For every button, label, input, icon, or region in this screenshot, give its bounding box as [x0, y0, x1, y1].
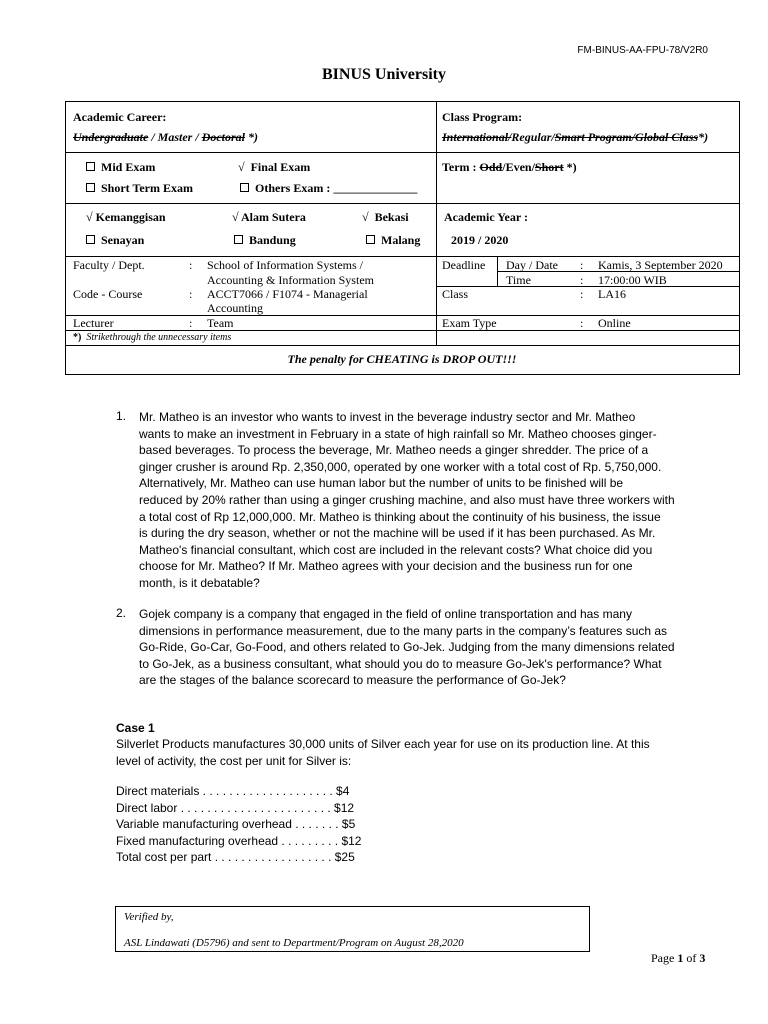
cost-item: Direct materials . . . . . . . . . . . . . . . . . . . . $4	[116, 784, 350, 798]
campus-alam-sutera: √ Alam Sutera	[232, 210, 306, 224]
checkmark-icon: √	[238, 160, 245, 174]
case-intro: Silverlet Products manufactures 30,000 units of Silver each year for use on its production line. At this level of activity, the cost per unit for Silver is:	[116, 737, 650, 768]
day-date-colon: :	[580, 258, 584, 272]
academic-career-options: Undergraduate / Master / Doctoral *)	[73, 130, 259, 144]
checkbox-empty-icon	[240, 183, 249, 192]
question-1-number: 1.	[116, 409, 127, 423]
others-exam-option: Others Exam : ______________	[240, 181, 417, 195]
cost-list	[116, 783, 361, 866]
cost-item: Direct labor . . . . . . . . . . . . . . . . . . . . . . . $12	[116, 800, 355, 815]
penalty-notice: The penalty for CHEATING is DROP OUT!!!	[287, 352, 517, 366]
class-program-label: Class Program:	[442, 110, 523, 124]
lecturer-value: Team	[207, 316, 234, 330]
academic-year-value: 2019 / 2020	[451, 233, 509, 247]
verified-label: Verified by,	[124, 911, 174, 923]
time-label: Time	[506, 273, 531, 287]
form-code: FM-BINUS-AA-FPU-78/V2R0	[577, 45, 708, 56]
faculty-value-line-2: Accounting & Information System	[207, 273, 374, 287]
checkmark-icon: √	[362, 210, 369, 224]
exam-type-colon: :	[580, 316, 584, 330]
checkmark-icon: √	[86, 210, 93, 224]
page-number: Page 1 of 3	[651, 951, 706, 965]
campus-senayan: Senayan	[86, 233, 144, 247]
lecturer-label: Lecturer	[73, 316, 114, 330]
question-2-text: Gojek company is a company that engaged in the field of online transportation and has many dimensions in performance measurement, due to the many parts in the company’s features such as Go-Ride, Go-Car, Go-Food, and others related to Go-Jek. Judging from the many dimensions related to Go-Jek, as a business consultant, what should you do to measure Go-Jek's performance? What are the stages of the balance scorecard to measure the performance of Go-Jek?	[139, 607, 675, 688]
class-label: Class	[442, 287, 469, 301]
question-1-text: Mr. Matheo is an investor who wants to invest in the beverage industry sector and Mr. Matheo wants to make an investment in February in a state of high rainfall so Mr. Matheo chooses ginger- based beverages. To process the beverage, Mr. Matheo needs a ginger shredder. The price of a ginger crusher is around Rp. 2,350,000, operated by one worker with a total cost of Rp. 5,750,000. Alternatively, Mr. Matheo can use human labor but the number of units to be finished will be reduced by 20% rather than using a ginger crushing machine, and also must have three workers with a total cost of Rp 12,000,000. Mr. Matheo is thinking about the continuity of his business, the issue is during the dry season, whether or not the machine will be used if it has been purchased. As Mr. Matheo's financial consultant, which cost are included in the relevant costs? What choice did you choose for Mr. Matheo? If Mr. Matheo agrees with your decision and the business run for one month, is it debatable?	[139, 410, 675, 590]
cost-item: Total cost per part . . . . . . . . . . . . . . . . . . $25	[116, 850, 355, 865]
question-2-number: 2.	[116, 606, 127, 620]
campus-malang: Malang	[366, 233, 420, 247]
academic-year-label: Academic Year :	[444, 210, 528, 224]
class-value: LA16	[598, 287, 626, 301]
day-date-value: Kamis, 3 September 2020	[598, 258, 723, 272]
code-colon: :	[189, 287, 193, 301]
code-label: Code - Course	[73, 287, 143, 301]
term-options: Term : Odd/Even/Short *)	[442, 160, 577, 174]
checkbox-empty-icon	[86, 183, 95, 192]
verified-box	[115, 906, 590, 952]
checkmark-icon: √	[232, 210, 239, 224]
final-exam-option: √ Final Exam	[238, 160, 311, 174]
code-value-line-1: ACCT7066 / F1074 - Managerial	[207, 287, 368, 301]
checkbox-empty-icon	[234, 235, 243, 244]
university-title: BINUS University	[321, 66, 446, 83]
mid-exam-option: Mid Exam	[86, 160, 155, 174]
class-colon: :	[580, 287, 584, 301]
class-program-options: International/Regular/Smart Program/Global Class*)	[442, 130, 709, 144]
campus-kemanggisan: √ Kemanggisan	[86, 210, 166, 224]
faculty-value-line-1: School of Information Systems /	[207, 258, 363, 272]
checkbox-empty-icon	[366, 235, 375, 244]
faculty-colon: :	[189, 258, 193, 272]
academic-career-label: Academic Career:	[73, 110, 167, 124]
campus-bekasi: √ Bekasi	[362, 210, 409, 224]
time-colon: :	[580, 273, 584, 287]
faculty-label: Faculty / Dept.	[73, 258, 145, 272]
lecturer-colon: :	[189, 316, 193, 330]
code-value-line-2: Accounting	[207, 301, 263, 315]
cost-item: Fixed manufacturing overhead . . . . . . . . . $12	[116, 833, 362, 848]
day-date-label: Day / Date	[506, 258, 558, 272]
time-value: 17:00:00 WIB	[598, 273, 667, 287]
checkbox-empty-icon	[86, 235, 95, 244]
checkbox-empty-icon	[86, 162, 95, 171]
cost-item: Variable manufacturing overhead . . . . . . . $5	[116, 817, 356, 832]
verified-text: ASL Lindawati (D5796) and sent to Department/Program on August 28,2020	[124, 937, 464, 949]
campus-bandung: Bandung	[234, 233, 296, 247]
exam-type-label: Exam Type	[442, 316, 497, 330]
case-title: Case 1	[116, 721, 155, 735]
short-term-exam-option: Short Term Exam	[86, 181, 193, 195]
strikethrough-note: *) Strikethrough the unnecessary items	[73, 332, 232, 343]
deadline-label: Deadline	[442, 258, 486, 272]
exam-type-value: Online	[598, 316, 631, 330]
